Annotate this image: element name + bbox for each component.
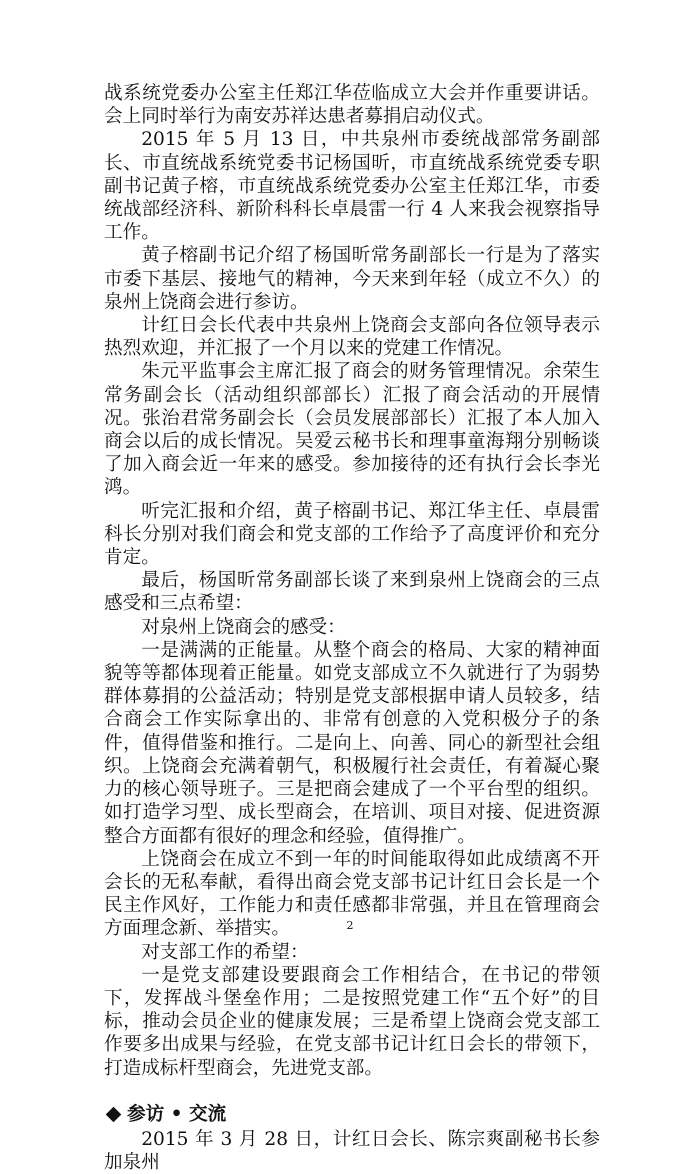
paragraph: 一是党支部建设要跟商会工作相结合，在书记的带领下，发挥战斗堡垒作用；二是按照党建工作“五个好”的目标，推动会员企业的健康发展；三是希望上饶商会党支部工作要多出成果与经验，在党支部书记计红日会长的带领下，打造成标杆型商会，先进党支部。 — [104, 964, 600, 1079]
page-number: 2 — [346, 919, 354, 932]
document-page — [104, 82, 600, 1174]
paragraph-continuation: 战系统党委办公室主任郑江华莅临成立大会并作重要讲话。会上同时举行为南安苏祥达患者募捐启动仪式。 — [104, 83, 600, 128]
paragraph: 一是满满的正能量。从整个商会的格局、大家的精神面貌等等都体现着正能量。如党支部成立不久就进行了为弱势群体募捐的公益活动；特别是党支部根据申请人员较多，结合商会工作实际拿出的、非常有创意的入党积极分子的条件，值得借鉴和推行。二是向上、向善、同心的新型社会组织。上饶商会充满着朝气，积极履行社会责任，有着凝心聚力的核心领导班子。三是把商会建成了一个平台型的组织。如打造学习型、成长型商会，在培训、项目对接、促进资源整合方面都有很好的理念和经验，值得推广。 — [104, 639, 600, 847]
paragraph: 上饶商会在成立不到一年的时间能取得如此成绩离不开会长的无私奉献，看得出商会党支部书记计红日会长是一个民主作风好，工作能力和责任感都非常强，并且在管理商会方面理念新、举措实。 — [104, 848, 600, 940]
paragraph: 朱元平监事会主席汇报了商会的财务管理情况。余荣生常务副会长（活动组织部部长）汇报了商会活动的开展情况。张治君常务副会长（会员发展部部长）汇报了本人加入商会以后的成长情况。吴爱云秘书长和理事童海翔分别畅谈了加入商会近一年来的感受。参加接待的还有执行会长李光鸿。 — [104, 361, 600, 499]
paragraph-subheading: 对泉州上饶商会的感受： — [141, 616, 346, 638]
paragraph-subheading: 对支部工作的希望： — [141, 941, 309, 963]
diamond-bullet-icon — [106, 1107, 122, 1123]
paragraph: 2015 年 5 月 13 日，中共泉州市委统战部常务副部长、市直统战系统党委书记杨国昕，市直统战系统党委专职副书记黄子榕，市直统战系统党委办公室主任郑江华，市委统战部经济科、新阶科科长卓晨雷一行 4 人来我会视察指导工作。 — [104, 129, 600, 244]
section-heading — [104, 1102, 600, 1128]
paragraph: 最后，杨国昕常务副部长谈了来到泉州上饶商会的三点感受和三点希望： — [104, 570, 600, 615]
paragraph: 计红日会长代表中共泉州上饶商会支部向各位领导表示热烈欢迎，并汇报了一个月以来的党建工作情况。 — [104, 315, 600, 360]
paragraph: 听完汇报和介绍，黄子榕副书记、郑江华主任、卓晨雷科长分别对我们商会和党支部的工作给予了高度评价和充分肯定。 — [104, 500, 600, 569]
paragraph: 黄子榕副书记介绍了杨国昕常务副部长一行是为了落实市委下基层、接地气的精神，今天来到年轻（成立不久）的泉州上饶商会进行参访。 — [104, 245, 600, 313]
paragraph: 2015 年 3 月 28 日，计红日会长、陈宗爽副秘书长参加泉州 — [104, 1128, 600, 1173]
section-heading-text: 参访 • 交流 — [127, 1103, 227, 1125]
